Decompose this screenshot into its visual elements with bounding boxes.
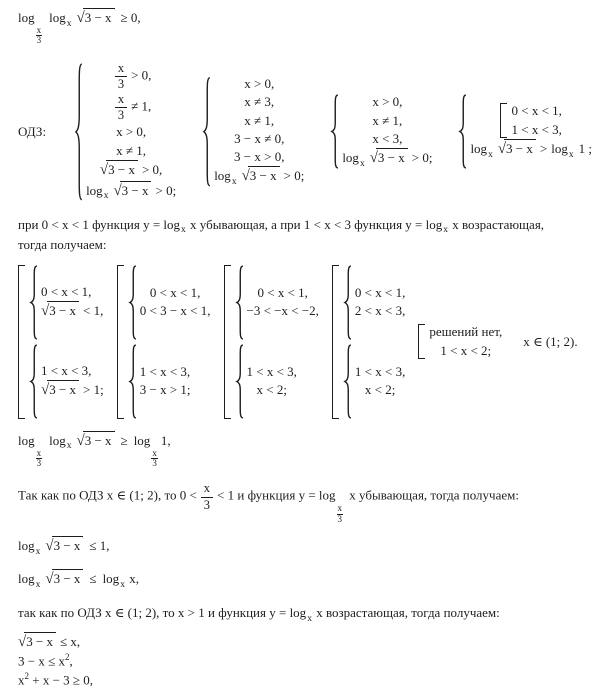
- condition: 3 − x > 1;: [139, 382, 191, 398]
- system-rows: [247, 265, 319, 340]
- radical-sign: √: [76, 432, 85, 449]
- system-brace-icon: [458, 94, 467, 169]
- union-block-4: [332, 265, 405, 419]
- condition: [100, 161, 162, 180]
- log-token: log: [49, 432, 66, 448]
- union-block-1: [18, 265, 104, 419]
- radical: [370, 150, 408, 165]
- log-token: log: [342, 150, 359, 166]
- log-base: x: [181, 225, 186, 236]
- condition: x ≠ 1,: [116, 142, 147, 158]
- condition: x > 0,: [372, 94, 403, 110]
- variable: x: [18, 671, 25, 687]
- case-system: [235, 265, 319, 340]
- condition: [111, 62, 152, 91]
- log-base: x: [120, 579, 125, 590]
- radical: [77, 433, 115, 448]
- log-base: x: [568, 149, 574, 160]
- log-base-fraction: [337, 504, 344, 524]
- fraction-numerator: x: [201, 482, 213, 497]
- system-rows: [41, 344, 104, 419]
- relation: ≥: [120, 432, 128, 448]
- union-column: [343, 265, 405, 419]
- condition: x < 2;: [364, 382, 396, 398]
- fraction-denominator: 3: [117, 108, 125, 123]
- condition: 0 < 3 − x < 1,: [139, 303, 211, 319]
- radical: [100, 162, 138, 177]
- system-brace-icon: [74, 62, 83, 202]
- fraction-numerator: x: [115, 93, 127, 108]
- log-token: log: [18, 10, 35, 25]
- fraction-denominator: 3: [203, 497, 211, 512]
- condition: 0 < x < 1,: [149, 284, 201, 300]
- condition: 0 < x < 1,: [257, 284, 308, 300]
- log-base-fraction: [36, 449, 43, 469]
- log-token: log: [102, 571, 120, 587]
- relation: > 0,: [141, 161, 163, 177]
- fraction-numerator: x: [337, 503, 343, 514]
- system-brace-icon: [202, 76, 211, 187]
- condition: [111, 93, 151, 122]
- relation: ≤ 1,: [89, 537, 110, 553]
- condition: 3 − x ≠ 0,: [234, 130, 285, 146]
- radicand: 3 − x: [47, 380, 79, 397]
- union-bracket-icon: [117, 265, 124, 419]
- radical-sign: √: [45, 537, 54, 554]
- radical-sign: √: [45, 571, 54, 588]
- log-token: log: [470, 140, 488, 156]
- radicand: 3 − x: [106, 160, 138, 177]
- radicand: 3 − x: [504, 139, 536, 156]
- condition: x ≠ 3,: [244, 94, 275, 110]
- system-brace-icon: [330, 94, 339, 169]
- text-segment: x убывающая, тогда получаем:: [346, 488, 519, 504]
- relation: < 1,: [83, 302, 104, 318]
- system-rows: [342, 94, 432, 169]
- log-token: log: [18, 571, 35, 587]
- text-segment: Так как по ОДЗ x ∈ (1; 2), то 0 <: [18, 488, 197, 504]
- condition: 0 < x < 1,: [354, 284, 406, 300]
- radical: [18, 634, 56, 649]
- exponent: 2: [64, 652, 70, 663]
- condition: [86, 182, 176, 202]
- union-column: [29, 265, 104, 419]
- radical-sign: √: [76, 10, 85, 26]
- union-block-5: [418, 324, 502, 359]
- case-system: [235, 344, 319, 419]
- radicand: 3 − x: [24, 632, 56, 649]
- union-bracket-icon: [332, 265, 339, 419]
- log-token: log: [49, 10, 66, 25]
- condition: −3 < −x < −2,: [246, 303, 319, 319]
- radical-sign: √: [241, 168, 250, 185]
- radicand: 3 − x: [47, 301, 79, 318]
- case-system: [343, 265, 405, 340]
- condition: x < 2;: [256, 382, 287, 398]
- relation: ≥ 0,: [120, 10, 141, 25]
- condition: x ≠ 1,: [372, 112, 403, 128]
- radical: [41, 303, 79, 318]
- equation-7: [18, 672, 594, 688]
- case-system: [128, 344, 211, 419]
- system-brace-icon: [235, 344, 244, 419]
- radical-sign: √: [41, 302, 50, 319]
- fraction-denominator: 3: [36, 35, 42, 46]
- odz-row: [18, 62, 594, 202]
- condition: [342, 149, 432, 169]
- equation-6: [18, 653, 594, 669]
- expression: + x − 3 ≥ 0,: [29, 671, 94, 687]
- system-rows: [355, 265, 405, 340]
- fraction: [201, 482, 213, 511]
- fraction: [115, 62, 127, 91]
- condition: 1 < x < 3,: [139, 363, 191, 379]
- union-rows: [511, 103, 561, 138]
- log-base: x: [359, 158, 365, 169]
- odz-system-3: [330, 94, 432, 169]
- log-token: log: [214, 168, 231, 184]
- relation: > 0;: [155, 182, 177, 198]
- condition: 1 < x < 2;: [440, 342, 492, 358]
- fraction-numerator: x: [115, 62, 127, 77]
- equation-2: [18, 433, 594, 469]
- case-system: [29, 265, 104, 340]
- equation-main: [18, 10, 594, 46]
- text-segment: x убывающая, а при 1 < x < 3 функция y = log: [186, 216, 443, 232]
- fraction-denominator: 3: [152, 458, 157, 469]
- radical: [45, 538, 83, 553]
- relation: > 0;: [283, 168, 305, 184]
- condition: 2 < x < 3,: [354, 303, 406, 319]
- radicand: 3 − x: [248, 166, 280, 183]
- system-rows: [140, 265, 211, 340]
- relation: ≠ 1,: [131, 98, 152, 114]
- union-bracket-icon: [18, 265, 25, 419]
- equation-3: [18, 538, 594, 557]
- fraction-numerator: x: [36, 25, 42, 35]
- system-rows: [214, 76, 304, 187]
- fraction-denominator: 3: [36, 458, 42, 469]
- relation: > 0;: [411, 150, 433, 166]
- condition: [41, 381, 104, 400]
- union-cases: [500, 103, 561, 138]
- system-brace-icon: [128, 344, 137, 419]
- condition: [470, 140, 592, 160]
- radicand: 3 − x: [52, 569, 84, 586]
- log-base: x: [66, 18, 72, 29]
- radical-sign: √: [497, 140, 507, 157]
- radicand: 3 − x: [83, 8, 115, 25]
- system-rows: [86, 62, 176, 202]
- paragraph-decreasing: [18, 482, 594, 523]
- union-bracket-icon: [500, 103, 507, 138]
- fraction-denominator: 3: [117, 77, 125, 91]
- condition: решений нет,: [429, 324, 503, 340]
- union-bracket-icon: [224, 265, 231, 419]
- log-base: x: [103, 191, 109, 202]
- fraction-denominator: 3: [337, 513, 343, 524]
- union-rows: [429, 324, 502, 359]
- system-rows: [41, 265, 103, 340]
- system-brace-icon: [235, 265, 244, 340]
- variable: x,: [125, 571, 139, 587]
- punctuation: ,: [69, 653, 73, 669]
- system-brace-icon: [343, 265, 352, 340]
- union-row: [18, 265, 594, 419]
- radical-sign: √: [41, 381, 50, 398]
- radical-sign: √: [113, 182, 122, 199]
- radical-sign: √: [99, 161, 109, 178]
- log-base-fraction: [36, 26, 43, 46]
- constant: 1,: [160, 432, 171, 448]
- system-brace-icon: [29, 265, 38, 340]
- odz-system-2: [202, 76, 304, 187]
- case-system: [128, 265, 211, 340]
- relation: >: [539, 140, 548, 156]
- log-base: x: [35, 546, 41, 557]
- condition: x > 0,: [244, 76, 275, 92]
- system-rows: [470, 94, 592, 169]
- system-rows: [355, 344, 405, 419]
- log-base: x: [66, 441, 72, 452]
- condition: 3 − x > 0,: [234, 149, 285, 165]
- text-segment: тогда получаем:: [18, 236, 107, 252]
- fraction: [115, 93, 127, 122]
- radicand: 3 − x: [376, 148, 408, 165]
- condition: [214, 167, 304, 187]
- text-segment: x возрастающая,: [449, 216, 545, 232]
- fraction-numerator: x: [36, 447, 42, 458]
- union-block-3: [224, 265, 319, 419]
- log-token: log: [18, 432, 35, 448]
- union-bracket-icon: [418, 324, 425, 359]
- odz-label: ОДЗ:: [18, 123, 47, 139]
- log-base-fraction: [151, 449, 158, 469]
- text-segment: так как по ОДЗ x ∈ (1; 2), то x > 1 и функция y = log: [18, 605, 307, 621]
- exponent: 2: [24, 670, 29, 681]
- radical: [41, 382, 79, 397]
- condition: x < 3,: [372, 130, 403, 146]
- paragraph-monotonicity: [18, 216, 594, 255]
- condition: x > 0,: [116, 124, 147, 140]
- odz-system-4: [458, 94, 592, 169]
- relation: > 0,: [131, 67, 152, 83]
- condition: 0 < x < 1,: [511, 103, 562, 119]
- equation-4: [18, 571, 594, 590]
- case-system: [29, 344, 104, 419]
- condition: [41, 302, 103, 321]
- text-segment: x возрастающая, тогда получаем:: [312, 605, 500, 621]
- fraction-numerator: x: [152, 447, 157, 458]
- constant: 1 ;: [578, 140, 592, 156]
- log-base: x: [443, 225, 448, 236]
- equation-5: [18, 634, 594, 651]
- condition: 1 < x < 3,: [41, 362, 92, 378]
- system-brace-icon: [29, 344, 38, 419]
- union-column: [235, 265, 319, 419]
- radical: [45, 571, 83, 586]
- condition: 1 < x < 3,: [246, 363, 297, 379]
- radical-sign: √: [369, 150, 378, 167]
- log-base: x: [488, 149, 493, 160]
- union-column: [128, 265, 211, 419]
- log-token: log: [86, 182, 103, 198]
- relation: > 1;: [83, 381, 104, 397]
- radical: [498, 141, 536, 156]
- system-brace-icon: [343, 344, 352, 419]
- paragraph-increasing: [18, 604, 594, 624]
- radical-sign: √: [18, 634, 27, 651]
- log-base: x: [231, 176, 237, 187]
- union-block-2: [117, 265, 211, 419]
- case-system: [343, 344, 405, 419]
- radicand: 3 − x: [83, 431, 115, 448]
- final-equations: [18, 634, 594, 688]
- log-base: x: [35, 579, 41, 590]
- text-segment: < 1 и функция y = log: [217, 488, 336, 504]
- solution-interval: x ∈ (1; 2).: [523, 333, 578, 349]
- log-token: log: [18, 537, 35, 553]
- condition: 0 < x < 1,: [41, 283, 92, 299]
- radicand: 3 − x: [120, 181, 152, 198]
- relation: ≤ x,: [60, 634, 81, 650]
- text-segment: при 0 < x < 1 функция y = log: [18, 216, 181, 232]
- radical: [77, 10, 115, 25]
- radical: [113, 183, 151, 198]
- odz-system-1: [74, 62, 176, 202]
- condition: x ≠ 1,: [244, 112, 275, 128]
- radical: [242, 168, 280, 183]
- log-token: log: [551, 140, 568, 156]
- expression: 3 − x ≤ x: [18, 653, 65, 669]
- relation: ≤: [89, 571, 97, 587]
- log-token: log: [133, 432, 151, 448]
- radicand: 3 − x: [52, 536, 84, 553]
- system-rows: [140, 344, 191, 419]
- log-base: x: [307, 613, 312, 624]
- system-rows: [247, 344, 297, 419]
- condition: 1 < x < 3,: [354, 363, 406, 379]
- condition: 1 < x < 3,: [511, 121, 562, 137]
- system-brace-icon: [128, 265, 137, 340]
